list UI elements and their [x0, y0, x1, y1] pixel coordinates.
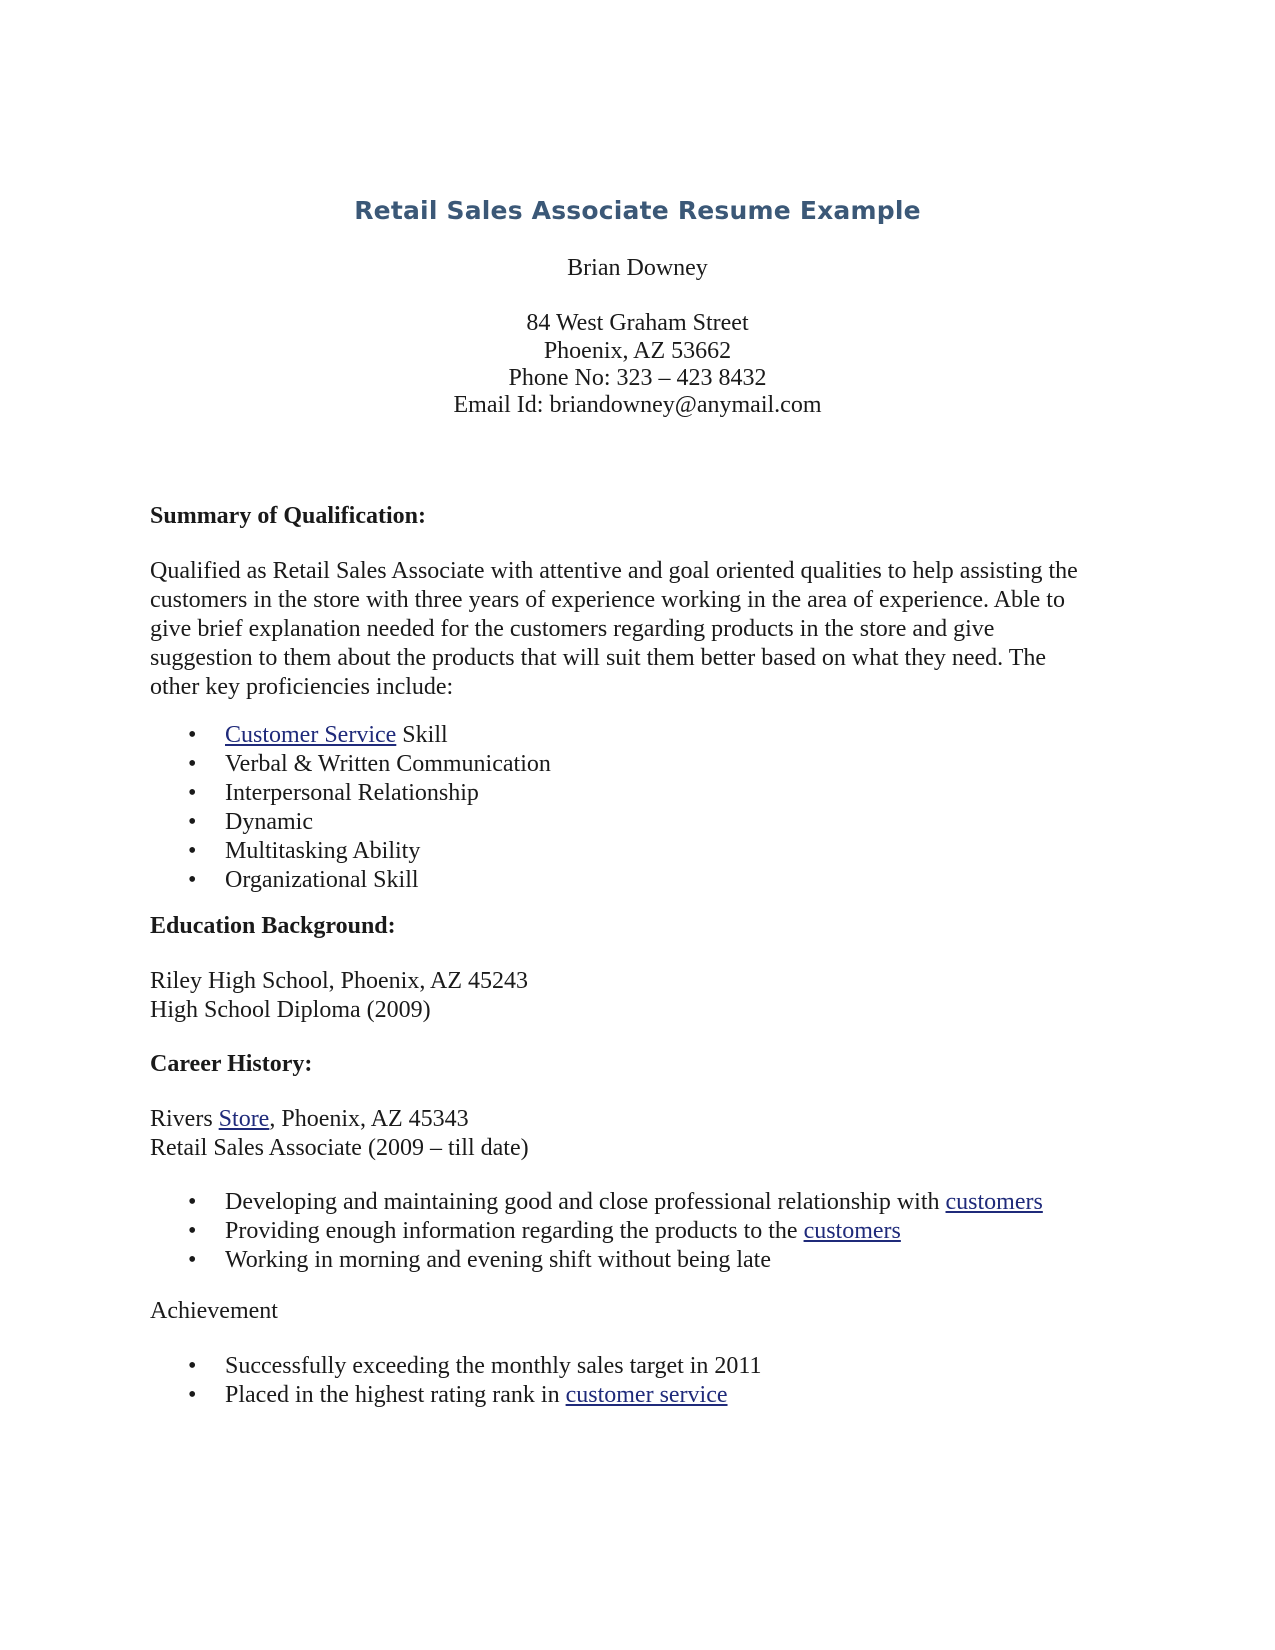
skills-list — [150, 721, 551, 895]
document-title: Retail Sales Associate Resume Example — [354, 196, 921, 225]
email-address: Email Id: briandowney@anymail.com — [453, 392, 822, 418]
role-line: Retail Sales Associate (2009 – till date) — [150, 1135, 529, 1161]
list-item-text: Multitasking Ability — [225, 838, 421, 864]
address-city: Phoenix, AZ 53662 — [543, 338, 732, 364]
summary-line: Qualified as Retail Sales Associate with attentive and goal oriented qualities to help assisting the — [150, 558, 1078, 584]
list-item-text: Verbal & Written Communication — [225, 751, 551, 777]
list-item — [150, 866, 551, 895]
list-item — [150, 1381, 762, 1410]
bullet-icon: • — [188, 1382, 197, 1408]
bullet-icon: • — [188, 838, 197, 864]
list-item — [150, 1188, 1043, 1217]
phone-number: Phone No: 323 – 423 8432 — [508, 365, 767, 391]
bullet-icon: • — [188, 1218, 197, 1244]
summary-line: give brief explanation needed for the customers regarding products in the store and give — [150, 616, 995, 642]
summary-line: other key proficiencies include: — [150, 674, 454, 700]
bullet-icon: • — [188, 1353, 197, 1379]
achievement-list — [150, 1352, 762, 1410]
summary-line: customers in the store with three years of experience working in the area of experience. Able to — [150, 587, 1065, 613]
education-heading: Education Background: — [150, 913, 396, 939]
summary-paragraph — [150, 557, 1140, 702]
list-item — [150, 1246, 1043, 1275]
achievement-heading: Achievement — [150, 1298, 278, 1324]
list-item-text: Organizational Skill — [225, 867, 419, 893]
bullet-icon: • — [188, 867, 197, 893]
bullet-icon: • — [188, 809, 197, 835]
bullet-icon: • — [188, 1189, 197, 1215]
list-item — [150, 721, 551, 750]
list-item — [150, 1352, 762, 1381]
education-diploma: High School Diploma (2009) — [150, 997, 431, 1023]
list-item-text: Interpersonal Relationship — [225, 780, 479, 806]
list-item-text: Successfully exceeding the monthly sales target in 2011 — [225, 1353, 762, 1379]
list-item — [150, 1217, 1043, 1246]
list-item-text: Skill — [396, 722, 448, 748]
customer-service-link[interactable]: Customer Service — [225, 722, 397, 748]
list-item-text: Placed in the highest rating rank in — [225, 1382, 566, 1408]
summary-line: suggestion to them about the products that will suit them better based on what they need. The — [150, 645, 1047, 671]
career-details — [150, 1105, 1140, 1163]
candidate-name: Brian Downey — [567, 255, 708, 281]
customer-service-link[interactable]: customer service — [565, 1382, 728, 1408]
employer-line — [150, 1105, 1140, 1134]
list-item-text: Dynamic — [225, 809, 313, 835]
list-item — [150, 837, 551, 866]
career-heading: Career History: — [150, 1051, 313, 1077]
list-item — [150, 808, 551, 837]
bullet-icon: • — [188, 751, 197, 777]
customers-link[interactable]: customers — [803, 1218, 901, 1244]
employer-suffix: , Phoenix, AZ 45343 — [269, 1106, 469, 1132]
list-item-text: Providing enough information regarding the products to the — [225, 1218, 804, 1244]
customers-link[interactable]: customers — [945, 1189, 1043, 1215]
list-item — [150, 750, 551, 779]
education-school: Riley High School, Phoenix, AZ 45243 — [150, 968, 528, 994]
bullet-icon: • — [188, 780, 197, 806]
store-link[interactable]: Store — [218, 1106, 270, 1132]
bullet-icon: • — [188, 1247, 197, 1273]
address-street: 84 West Graham Street — [526, 310, 749, 336]
duties-list — [150, 1188, 1043, 1275]
bullet-icon: • — [188, 722, 197, 748]
list-item-text: Developing and maintaining good and close professional relationship with — [225, 1189, 946, 1215]
list-item — [150, 779, 551, 808]
education-details — [150, 967, 1140, 1025]
list-item-text: Working in morning and evening shift without being late — [225, 1247, 771, 1273]
summary-heading: Summary of Qualification: — [150, 503, 426, 529]
employer-prefix: Rivers — [150, 1106, 219, 1132]
